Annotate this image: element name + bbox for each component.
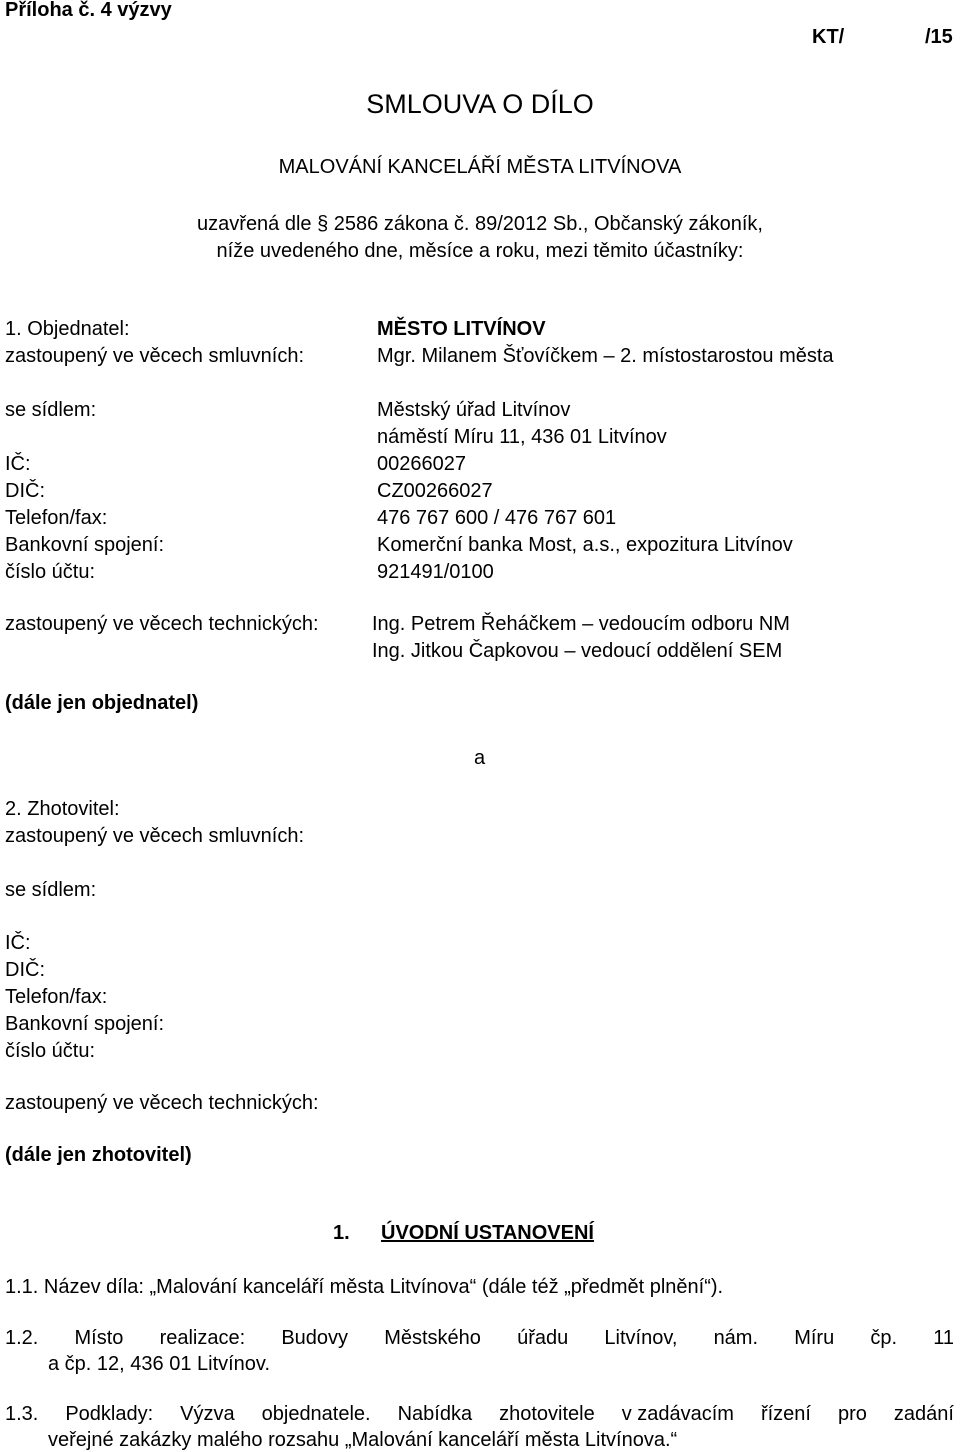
client-ic-value: 00266027 bbox=[377, 453, 466, 475]
item-2-word: realizace: bbox=[159, 1327, 246, 1349]
item-3-word: řízení bbox=[760, 1403, 811, 1425]
item-3-word: Výzva bbox=[180, 1403, 235, 1425]
intro-line-2: níže uvedeného dne, měsíce a roku, mezi těmito účastníky: bbox=[216, 240, 744, 262]
contractor-ic-label: IČ: bbox=[5, 932, 31, 954]
section-1-item-2-line-1 bbox=[5, 1328, 954, 1348]
section-1-item-2-line-2: a čp. 12, 436 01 Litvínov. bbox=[48, 1353, 271, 1375]
client-seat-label: se sídlem: bbox=[5, 399, 97, 421]
intro-line-1: uzavřená dle § 2586 zákona č. 89/2012 Sb., Občanský zákoník, bbox=[197, 213, 763, 235]
document-title: SMLOUVA O DÍLO bbox=[366, 89, 594, 119]
item-2-word: 1.2. bbox=[5, 1327, 39, 1349]
item-2-word: Litvínov, bbox=[604, 1327, 678, 1349]
section-1-title: ÚVODNÍ USTANOVENÍ bbox=[381, 1222, 594, 1244]
client-dic-label: DIČ: bbox=[5, 480, 45, 502]
client-rep-contract-value: Mgr. Milanem Šťovíčkem – 2. místostarostou města bbox=[377, 345, 834, 367]
contractor-alias: (dále jen zhotovitel) bbox=[5, 1144, 192, 1166]
item-2-word: Budovy bbox=[281, 1327, 349, 1349]
item-3-word: zhotovitele bbox=[499, 1403, 595, 1425]
item-3-word: zadání bbox=[893, 1403, 954, 1425]
client-account-value: 921491/0100 bbox=[377, 561, 494, 583]
item-2-word: čp. bbox=[870, 1327, 898, 1349]
contractor-account-label: číslo účtu: bbox=[5, 1040, 96, 1062]
item-2-word: 11 bbox=[933, 1327, 954, 1349]
client-bank-label: Bankovní spojení: bbox=[5, 534, 164, 556]
section-1-item-3-line-1 bbox=[5, 1404, 954, 1424]
client-heading: 1. Objednatel: bbox=[5, 318, 130, 340]
item-2-word: Místo bbox=[74, 1327, 124, 1349]
client-rep-tech-value-2: Ing. Jitkou Čapkovou – vedoucí oddělení SEM bbox=[372, 640, 783, 662]
client-account-label: číslo účtu: bbox=[5, 561, 96, 583]
client-phone-value: 476 767 600 / 476 767 601 bbox=[377, 507, 617, 529]
contract-ref-prefix: KT/ bbox=[812, 26, 845, 48]
item-3-word: objednatele. bbox=[261, 1403, 371, 1425]
item-2-word: Městského bbox=[384, 1327, 481, 1349]
item-2-word: úřadu bbox=[517, 1327, 569, 1349]
item-3-word: v zadávacím bbox=[621, 1403, 734, 1425]
contractor-heading: 2. Zhotovitel: bbox=[5, 798, 120, 820]
item-3-word: Nabídka bbox=[397, 1403, 473, 1425]
contractor-phone-label: Telefon/fax: bbox=[5, 986, 108, 1008]
client-dic-value: CZ00266027 bbox=[377, 480, 493, 502]
client-seat-line-2: náměstí Míru 11, 436 01 Litvínov bbox=[377, 426, 667, 448]
section-1-number: 1. bbox=[333, 1222, 350, 1244]
document-subtitle: MALOVÁNÍ KANCELÁŘÍ MĚSTA LITVÍNOVA bbox=[278, 156, 682, 178]
contractor-rep-tech-label: zastoupený ve věcech technických: bbox=[5, 1092, 319, 1114]
client-bank-value: Komerční banka Most, a.s., expozitura Litvínov bbox=[377, 534, 793, 556]
contractor-seat-label: se sídlem: bbox=[5, 879, 97, 901]
client-rep-tech-value-1: Ing. Petrem Řeháčkem – vedoucím odboru NM bbox=[372, 613, 790, 635]
item-2-word: Míru bbox=[794, 1327, 835, 1349]
section-1-item-1: 1.1. Název díla: „Malování kanceláří města Litvínova“ (dále též „předmět plnění“). bbox=[5, 1276, 724, 1298]
client-ic-label: IČ: bbox=[5, 453, 31, 475]
client-rep-contract-label: zastoupený ve věcech smluvních: bbox=[5, 345, 305, 367]
client-phone-label: Telefon/fax: bbox=[5, 507, 108, 529]
contract-ref-suffix: /15 bbox=[925, 26, 953, 48]
item-3-word: 1.3. bbox=[5, 1403, 39, 1425]
client-seat-line-1: Městský úřad Litvínov bbox=[377, 399, 571, 421]
section-1-item-3-line-2: veřejné zakázky malého rozsahu „Malování kanceláří města Litvínova.“ bbox=[48, 1429, 678, 1451]
contractor-dic-label: DIČ: bbox=[5, 959, 45, 981]
client-alias: (dále jen objednatel) bbox=[5, 692, 199, 714]
parties-conjunction: a bbox=[474, 747, 486, 769]
item-3-word: Podklady: bbox=[65, 1403, 154, 1425]
annex-label: Příloha č. 4 výzvy bbox=[5, 0, 172, 21]
item-2-word: nám. bbox=[713, 1327, 759, 1349]
client-name: MĚSTO LITVÍNOV bbox=[377, 318, 546, 340]
contractor-rep-contract-label: zastoupený ve věcech smluvních: bbox=[5, 825, 305, 847]
contractor-bank-label: Bankovní spojení: bbox=[5, 1013, 164, 1035]
item-3-word: pro bbox=[837, 1403, 867, 1425]
client-rep-tech-label: zastoupený ve věcech technických: bbox=[5, 613, 319, 635]
